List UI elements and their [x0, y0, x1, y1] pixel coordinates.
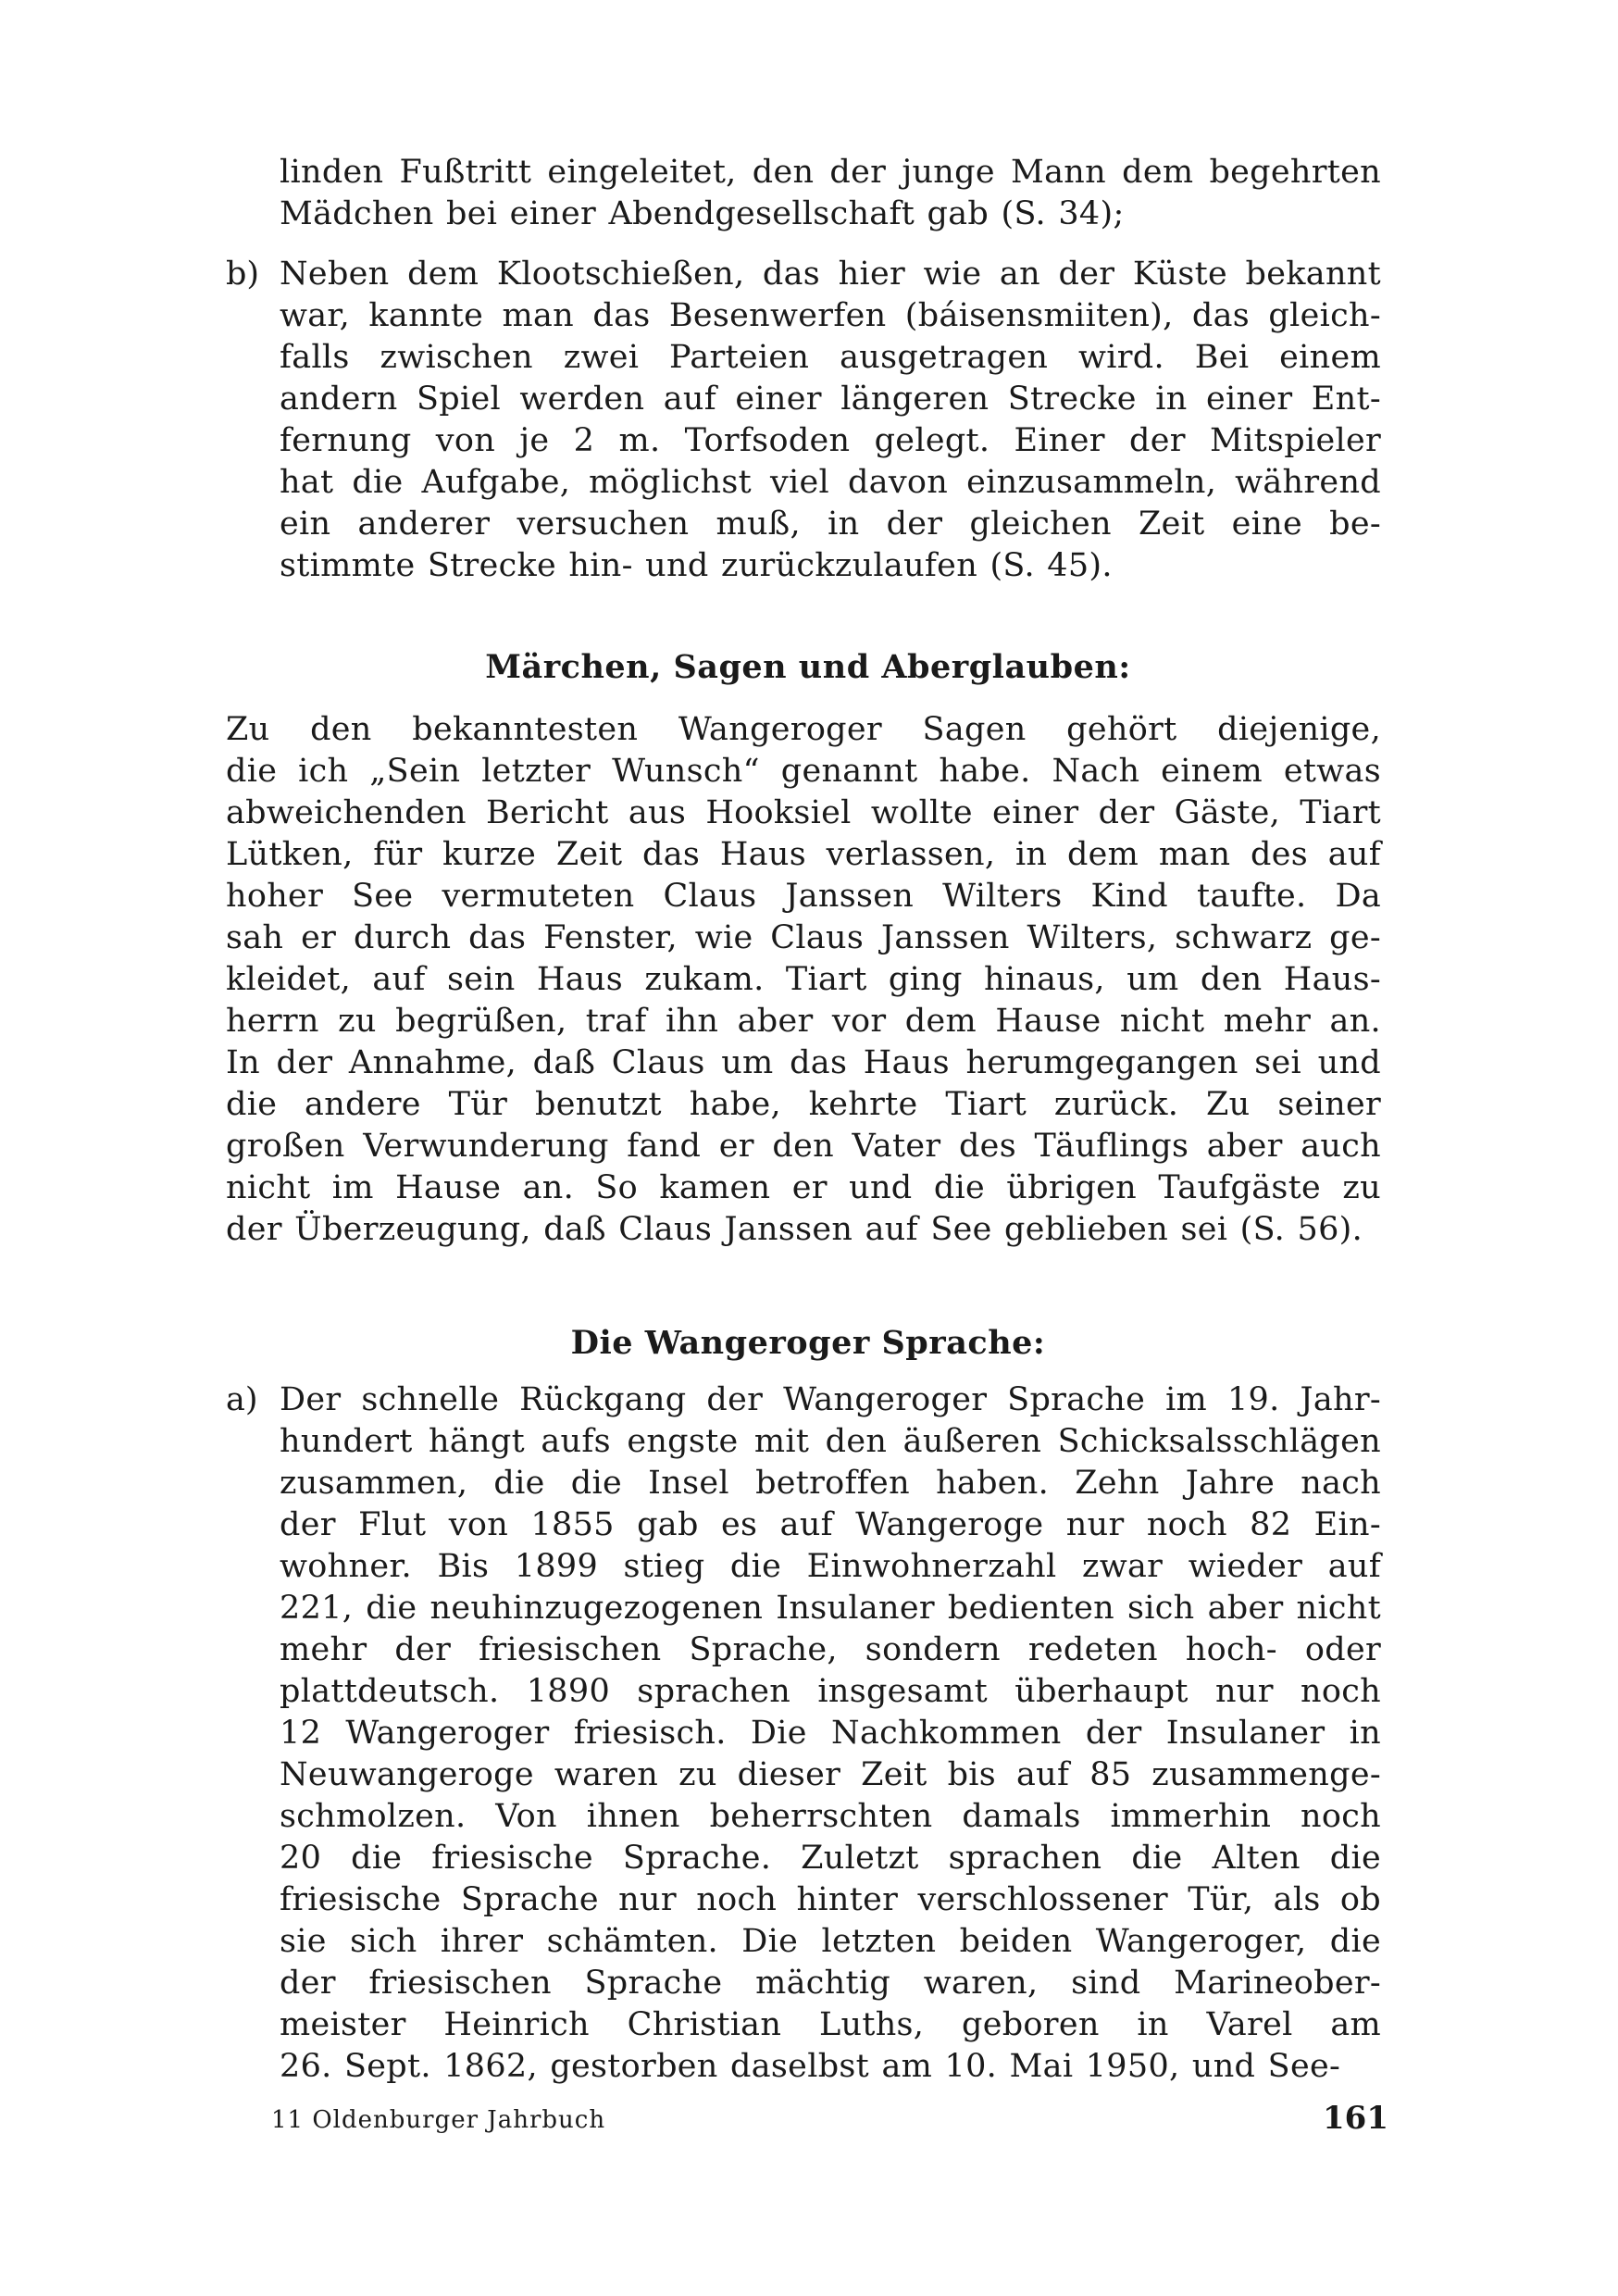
- section-heading-sprache: Die Wangeroger Sprache:: [570, 1324, 1046, 1362]
- text-line: Neben dem Klootschießen, das hier wie an der Küste bekannt: [280, 256, 1381, 293]
- text-line: hoher See vermuteten Claus Janssen Wilters Kind taufte. Da: [226, 878, 1381, 915]
- section-heading-maerchen: Märchen, Sagen und Aberglauben:: [485, 648, 1131, 686]
- paragraph-continuation: [280, 152, 1381, 235]
- text-line: war, kannte man das Besenwerfen (báisensmiiten), das gleich-: [280, 297, 1381, 334]
- text-line: linden Fußtritt eingeleitet, den der junge Mann dem begehrten: [280, 154, 1381, 191]
- text-line: andern Spiel werden auf einer längeren Strecke in einer Ent-: [280, 381, 1381, 418]
- item-label-a: a): [226, 1381, 258, 1418]
- text-line: ein anderer versuchen muß, in der gleichen Zeit eine be-: [280, 505, 1381, 543]
- text-line: die ich „Sein letzter Wunsch“ genannt habe. Nach einem etwas: [226, 753, 1381, 790]
- item-b-text: [280, 254, 1381, 587]
- text-line: 221, die neuhinzugezogenen Insulaner bedienten sich aber nicht: [280, 1590, 1381, 1627]
- text-line: falls zwischen zwei Parteien ausgetragen wird. Bei einem: [280, 339, 1381, 376]
- text-line: zusammen, die die Insel betroffen haben. Zehn Jahre nach: [280, 1465, 1381, 1502]
- text-line: Zu den bekanntesten Wangeroger Sagen gehört diejenige,: [226, 711, 1381, 748]
- text-line: Mädchen bei einer Abendgesellschaft gab (S. 34);: [280, 195, 1125, 232]
- text-line: Der schnelle Rückgang der Wangeroger Sprache im 19. Jahr-: [280, 1381, 1381, 1418]
- text-line: wohner. Bis 1899 stieg die Einwohnerzahl zwar wieder auf: [280, 1548, 1381, 1585]
- text-line: der Überzeugung, daß Claus Janssen auf See geblieben sei (S. 56).: [226, 1211, 1363, 1248]
- text-line: Neuwangeroge waren zu dieser Zeit bis auf 85 zusammenge-: [280, 1756, 1381, 1793]
- text-line: Lütken, für kurze Zeit das Haus verlassen, in dem man des auf: [226, 836, 1381, 873]
- text-line: friesische Sprache nur noch hinter verschlossener Tür, als ob: [280, 1881, 1381, 1918]
- text-line: der friesischen Sprache mächtig waren, sind Marineober-: [280, 1965, 1381, 2002]
- text-line: großen Verwunderung fand er den Vater des Täuflings aber auch: [226, 1128, 1381, 1165]
- text-line: 26. Sept. 1862, gestorben daselbst am 10. Mai 1950, und See-: [280, 2048, 1341, 2085]
- text-line: sah er durch das Fenster, wie Claus Janssen Wilters, schwarz ge-: [226, 919, 1381, 956]
- item-label-b: b): [226, 256, 260, 293]
- text-line: nicht im Hause an. So kamen er und die übrigen Taufgäste zu: [226, 1169, 1381, 1206]
- text-line: plattdeutsch. 1890 sprachen insgesamt überhaupt nur noch: [280, 1673, 1381, 1710]
- text-line: hat die Aufgabe, möglichst viel davon einzusammeln, während: [280, 464, 1381, 501]
- text-line: sie sich ihrer schämten. Die letzten beiden Wangeroger, die: [280, 1923, 1381, 1960]
- footer-signature: 11 Oldenburger Jahrbuch: [271, 2106, 606, 2134]
- text-line: der Flut von 1855 gab es auf Wangeroge nur noch 82 Ein-: [280, 1506, 1381, 1543]
- text-line: 20 die friesische Sprache. Zuletzt sprachen die Alten die: [280, 1840, 1381, 1877]
- text-line: hundert hängt aufs engste mit den äußeren Schicksalsschlägen: [280, 1423, 1381, 1460]
- text-line: 12 Wangeroger friesisch. Die Nachkommen der Insulaner in: [280, 1715, 1381, 1752]
- text-line: meister Heinrich Christian Luths, geboren in Varel am: [280, 2006, 1381, 2043]
- text-line: fernung von je 2 m. Torfsoden gelegt. Einer der Mitspieler: [280, 422, 1381, 459]
- text-line: schmolzen. Von ihnen beherrschten damals immerhin noch: [280, 1798, 1381, 1835]
- text-line: die andere Tür benutzt habe, kehrte Tiart zurück. Zu seiner: [226, 1086, 1381, 1123]
- text-line: herrn zu begrüßen, traf ihn aber vor dem Hause nicht mehr an.: [226, 1003, 1381, 1040]
- text-line: abweichenden Bericht aus Hooksiel wollte einer der Gäste, Tiart: [226, 794, 1381, 831]
- paragraph-sagen: [226, 709, 1381, 1251]
- text-line: In der Annahme, daß Claus um das Haus herumgegangen sei und: [226, 1044, 1381, 1081]
- text-line: mehr der friesischen Sprache, sondern redeten hoch- oder: [280, 1631, 1381, 1668]
- text-line: stimmte Strecke hin- und zurückzulaufen (S. 45).: [280, 547, 1113, 584]
- page-number: 161: [1323, 2100, 1388, 2137]
- text-line: kleidet, auf sein Haus zukam. Tiart ging hinaus, um den Haus-: [226, 961, 1381, 998]
- item-a-text: [280, 1379, 1381, 2088]
